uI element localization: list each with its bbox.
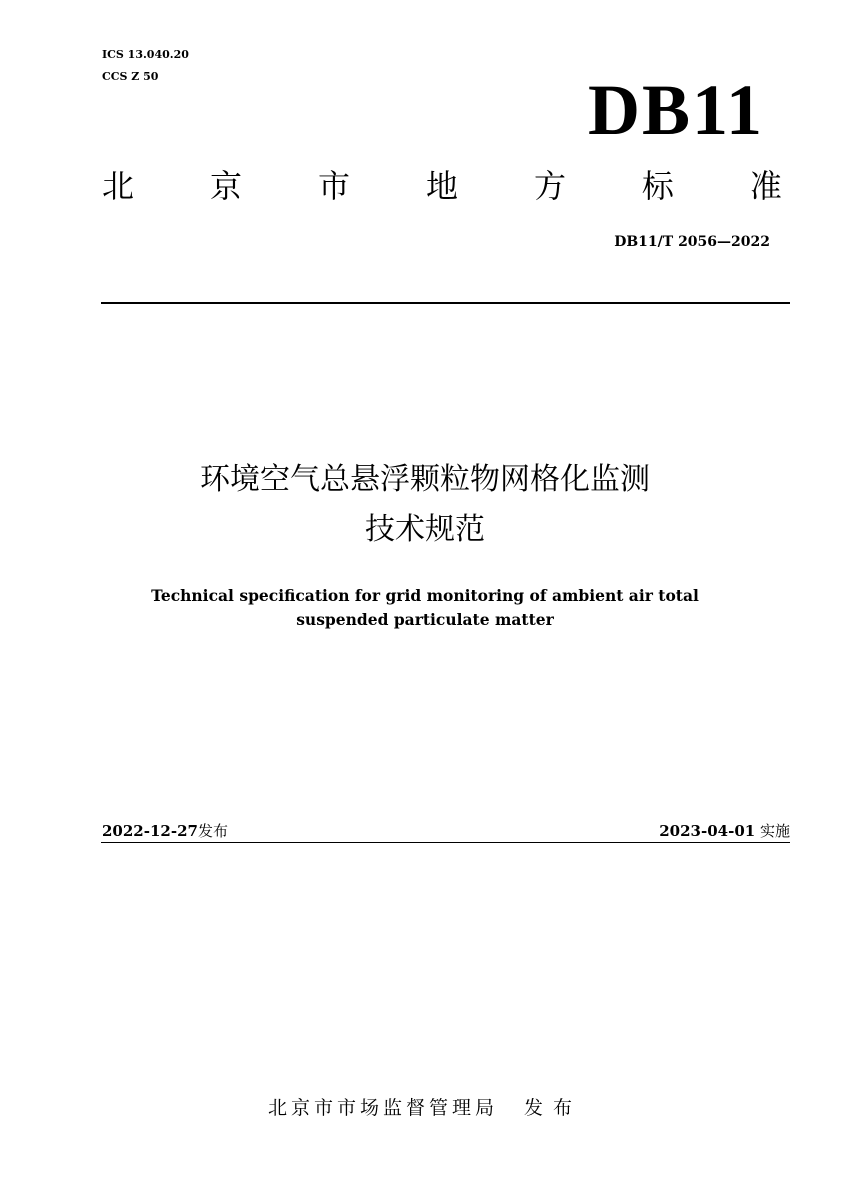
implement-date: 2023-04-01 — [659, 822, 756, 840]
standard-type-char: 准 — [749, 167, 782, 205]
implement-date-block — [659, 820, 790, 842]
ics-code: ICS 13.040.20 — [102, 48, 189, 61]
publish-date-block — [102, 820, 228, 842]
standard-number: DB11/T 2056—2022 — [614, 234, 770, 250]
issuer-org: 北京市市场监督管理局 — [267, 1097, 498, 1119]
title-cn-line2: 技术规范 — [365, 512, 485, 547]
standard-logo: DB11 — [587, 70, 764, 150]
standard-type-char: 方 — [533, 167, 566, 205]
standard-type-heading — [102, 166, 782, 206]
standard-type-char: 北 — [102, 167, 135, 205]
implement-label: 实施 — [759, 822, 790, 840]
top-divider — [101, 302, 790, 304]
issuer-line — [0, 1094, 850, 1122]
issuer-action: 发布 — [524, 1097, 583, 1119]
standard-type-char: 地 — [425, 167, 458, 205]
title-en-line2: suspended particulate matter — [296, 610, 554, 629]
standard-type-char: 标 — [641, 167, 674, 205]
publish-date: 2022-12-27 — [102, 822, 198, 840]
title-cn-line1: 环境空气总悬浮颗粒物网格化监测 — [200, 462, 650, 497]
standard-type-char: 京 — [209, 167, 242, 205]
classification-codes — [102, 44, 189, 88]
standard-type-char: 市 — [317, 167, 350, 205]
publish-label: 发布 — [197, 822, 228, 840]
ccs-code: CCS Z 50 — [102, 70, 159, 83]
bottom-divider — [101, 842, 790, 843]
title-en-line1: Technical specification for grid monitoring of ambient air total — [151, 586, 699, 605]
